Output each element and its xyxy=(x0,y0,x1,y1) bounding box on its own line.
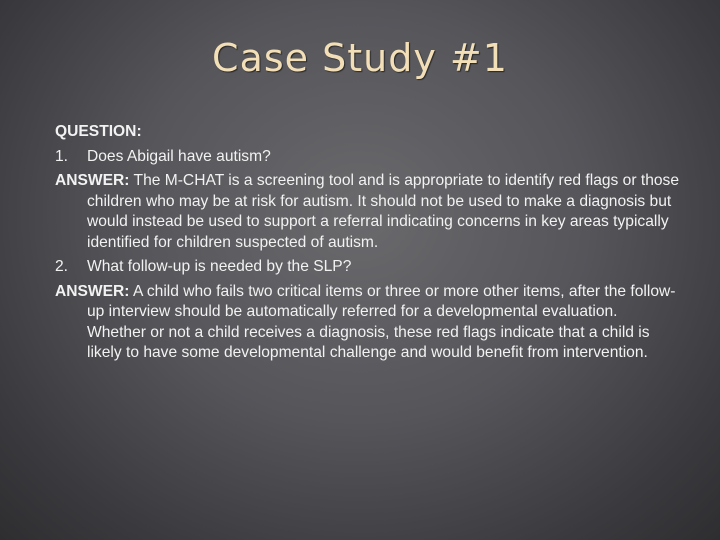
question-heading: QUESTION: xyxy=(55,123,142,140)
slide-body xyxy=(55,122,680,368)
question-1-number: 1. xyxy=(55,147,69,165)
answer-2-label: ANSWER: xyxy=(55,282,130,300)
answer-1-text: The M-CHAT is a screening tool and is appropriate to identify red flags or those children who may be at risk for autism. It should not be used to make a diagnosis but would instead be used to support a referral indicating concerns in key areas typically identified for children suspected of autism. xyxy=(87,172,680,251)
slide-title: Case Study #1 xyxy=(212,36,508,80)
answer-1-label: ANSWER: xyxy=(55,172,130,189)
answer-2 xyxy=(55,282,680,364)
question-2-text: What follow-up is needed by the SLP? xyxy=(87,258,352,275)
question-2-number: 2. xyxy=(55,258,69,275)
answer-2-text: A child who fails two critical items or three or more other items, after the follow-up interview should be automatically referred for a developmental evaluation. Whether or not a child receives a diagnosis, these red flags indicate that a child is likely to have some developmental challenge and would benefit from intervention. xyxy=(87,282,676,361)
question-2 xyxy=(55,257,680,278)
question-1-text: Does Abigail have autism? xyxy=(87,147,271,165)
question-1 xyxy=(55,147,680,168)
answer-1 xyxy=(55,171,680,253)
